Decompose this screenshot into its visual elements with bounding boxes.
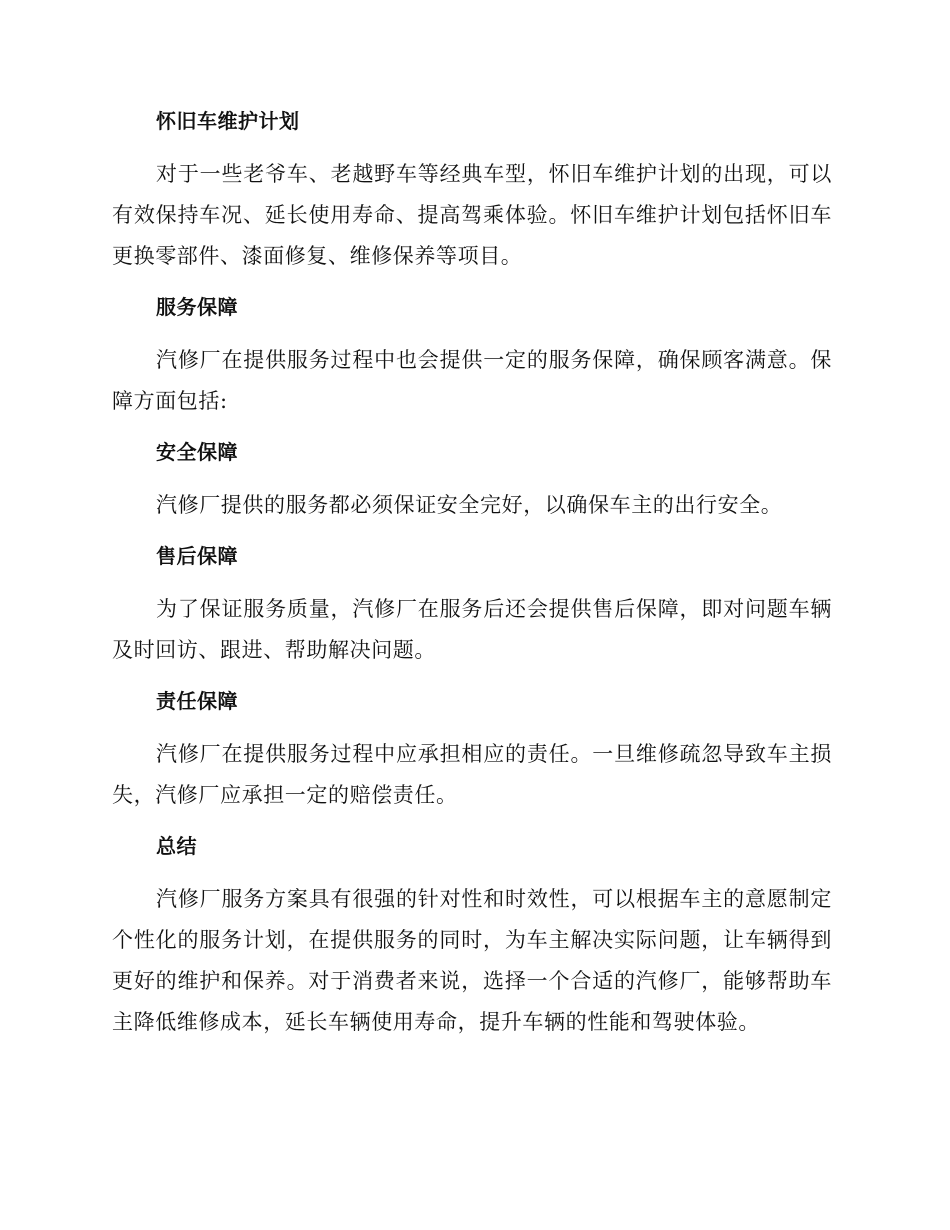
section-heading: 总结 bbox=[156, 834, 197, 858]
section-heading: 售后保障 bbox=[156, 544, 238, 568]
section-paragraph: 汽修厂在提供服务过程中应承担相应的责任。一旦维修疏忽导致车主损失，汽修厂应承担一定的赔偿责任。 bbox=[112, 742, 832, 807]
section-paragraph: 对于一些老爷车、老越野车等经典车型，怀旧车维护计划的出现，可以有效保持车况、延长使用寿命、提高驾乘体验。怀旧车维护计划包括怀旧车更换零部件、漆面修复、维修保养等项目。 bbox=[112, 162, 832, 268]
section-safety-guarantee bbox=[112, 437, 832, 526]
section-after-sales-guarantee bbox=[112, 541, 832, 671]
section-paragraph: 汽修厂提供的服务都必须保证安全完好，以确保车主的出行安全。 bbox=[156, 493, 783, 517]
section-heading: 服务保障 bbox=[156, 295, 238, 319]
section-summary bbox=[112, 831, 832, 1043]
section-heading: 责任保障 bbox=[156, 689, 238, 713]
document-body bbox=[112, 106, 832, 1058]
section-paragraph: 为了保证服务质量，汽修厂在服务后还会提供售后保障，即对问题车辆及时回访、跟进、帮助解决问题。 bbox=[112, 597, 832, 662]
section-paragraph: 汽修厂服务方案具有很强的针对性和时效性，可以根据车主的意愿制定个性化的服务计划，在提供服务的同时，为车主解决实际问题，让车辆得到更好的维护和保养。对于消费者来说，选择一个合适的汽修厂，能够帮助车主降低维修成本，延长车辆使用寿命，提升车辆的性能和驾驶体验。 bbox=[112, 887, 832, 1034]
section-liability-guarantee bbox=[112, 686, 832, 816]
section-paragraph: 汽修厂在提供服务过程中也会提供一定的服务保障，确保顾客满意。保障方面包括: bbox=[112, 348, 832, 413]
section-service-guarantee bbox=[112, 292, 832, 422]
section-heading: 安全保障 bbox=[156, 440, 238, 464]
section-heading: 怀旧车维护计划 bbox=[156, 109, 300, 133]
section-vintage-car-maintenance bbox=[112, 106, 832, 277]
